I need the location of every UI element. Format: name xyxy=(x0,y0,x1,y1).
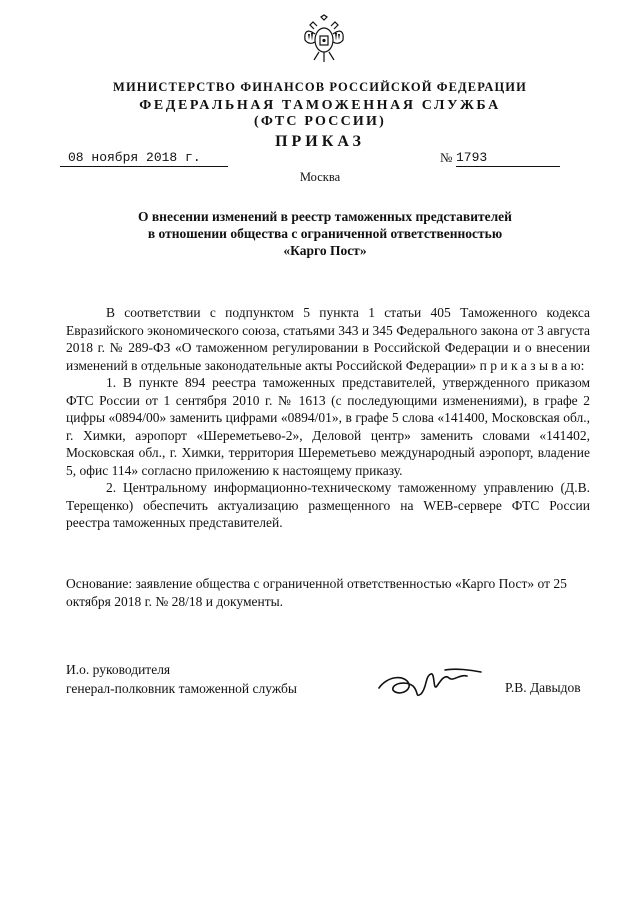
order-number-label: № xyxy=(440,150,453,165)
document-type: ПРИКАЗ xyxy=(275,133,365,150)
order-number: 1793 xyxy=(456,150,560,167)
title-line: О внесении изменений в реестр таможенных представителей xyxy=(138,209,512,224)
basis-paragraph: Основание: заявление общества с ограниченной ответственностью «Карго Пост» от 25 октября 2018 г. № 28/18 и документы. xyxy=(66,576,567,609)
item-2-paragraph: 2. Центральному информационно-техническому таможенному управлению (Д.В. Терещенко) обеспечить актуализацию размещенного на WEB-сервере ФТС России реестра таможенных представителей. xyxy=(66,480,590,530)
service-name: ФЕДЕРАЛЬНАЯ ТАМОЖЕННАЯ СЛУЖБА xyxy=(139,98,501,113)
document-body xyxy=(66,304,590,532)
signatory-name: Р.В. Давыдов xyxy=(505,680,581,695)
signature-icon xyxy=(375,662,485,704)
signatory-position-line: генерал-полковник таможенной службы xyxy=(66,681,297,696)
title-line: «Карго Пост» xyxy=(283,243,367,258)
city: Москва xyxy=(299,170,341,184)
ministry-name: МИНИСТЕРСТВО ФИНАНСОВ РОССИЙСКОЙ ФЕДЕРАЦИИ xyxy=(113,80,527,94)
preamble-paragraph: В соответствии с подпунктом 5 пункта 1 статьи 405 Таможенного кодекса Евразийского экономического союза, статьями 343 и 345 Федерального закона от 3 августа 2018 г. № 289-ФЗ «О таможенном регулировании в Российской Федерации и о внесении изменений в отдельные законодательные акты Российской Федерации» п р и к а з ы в а ю: xyxy=(66,305,590,373)
signatory-position-line: И.о. руководителя xyxy=(66,662,171,677)
document-title xyxy=(100,208,550,259)
order-date: 08 ноября 2018 г. xyxy=(60,150,228,167)
title-line: в отношении общества с ограниченной ответственностью xyxy=(147,226,503,241)
signatory-position xyxy=(66,660,297,698)
service-abbreviation: (ФТС РОССИИ) xyxy=(254,114,386,129)
item-1-paragraph: 1. В пункте 894 реестра таможенных представителей, утвержденного приказом ФТС России от 1 сентября 2010 г. № 1613 (с последующими изменениями), в графе 2 цифры «0894/00» заменить цифрами «0894/01», в графе 5 слова «141400, Московская обл., г. Химки, аэропорт «Шереметьево-2», Деловой центр» заменить словами «141402, Московская обл., г. Химки, территория Шереметьево международный аэропорт, владение 5, офис 114» согласно приложению к настоящему приказу. xyxy=(66,375,590,478)
coat-of-arms-icon xyxy=(302,14,346,64)
